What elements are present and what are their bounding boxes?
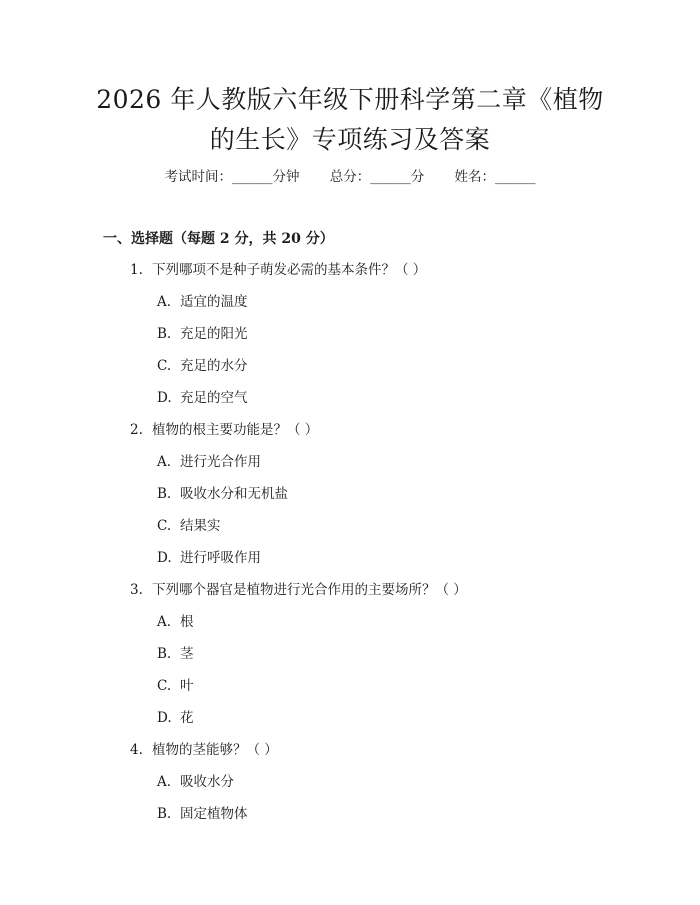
option-text: 进行呼吸作用 <box>180 550 261 566</box>
option-3c <box>157 676 194 696</box>
option-3b <box>157 644 194 664</box>
option-3a <box>157 612 194 632</box>
option-letter: B. <box>157 646 172 662</box>
question-3 <box>130 580 467 600</box>
option-letter: B. <box>157 806 172 822</box>
option-letter: D. <box>157 710 172 726</box>
option-letter: C. <box>157 358 172 374</box>
option-text: 结果实 <box>180 518 221 534</box>
option-text: 进行光合作用 <box>180 454 261 470</box>
option-text: 根 <box>180 614 194 630</box>
question-text: 下列哪个器官是植物进行光合作用的主要场所？（ ） <box>152 582 467 598</box>
option-text: 适宜的温度 <box>180 294 248 310</box>
option-3d <box>157 708 194 728</box>
section-heading: 一、选择题（每题 2 分，共 20 分） <box>103 231 334 247</box>
question-text: 下列哪项不是种子萌发必需的基本条件？（ ） <box>152 262 427 278</box>
option-text: 茎 <box>180 646 194 662</box>
title-line-1: 2026 年人教版六年级下册科学第二章《植物 <box>96 85 604 114</box>
question-text: 植物的根主要功能是？（ ） <box>152 422 319 438</box>
option-1b <box>157 324 248 344</box>
question-number: 3. <box>130 582 143 598</box>
option-1c <box>157 356 248 376</box>
option-text: 吸收水分 <box>180 774 234 790</box>
option-1d <box>157 388 248 408</box>
question-1 <box>130 260 426 280</box>
option-letter: B. <box>157 486 172 502</box>
option-letter: A. <box>157 294 172 310</box>
option-text: 花 <box>180 710 194 726</box>
question-2 <box>130 420 318 440</box>
question-text: 植物的茎能够？（ ） <box>152 742 278 758</box>
option-4b <box>157 804 248 824</box>
question-number: 4. <box>130 742 143 758</box>
question-number: 2. <box>130 422 143 438</box>
option-letter: B. <box>157 326 172 342</box>
option-letter: A. <box>157 454 172 470</box>
option-2d <box>157 548 261 568</box>
option-2c <box>157 516 221 536</box>
option-letter: A. <box>157 614 172 630</box>
option-letter: D. <box>157 390 172 406</box>
option-text: 固定植物体 <box>180 806 248 822</box>
option-text: 充足的空气 <box>180 390 248 406</box>
option-4a <box>157 772 234 792</box>
option-letter: C. <box>157 678 172 694</box>
option-text: 充足的阳光 <box>180 326 248 342</box>
option-text: 充足的水分 <box>180 358 248 374</box>
question-number: 1. <box>130 262 143 278</box>
student-name: 姓名：______ <box>454 169 536 185</box>
option-2a <box>157 452 261 472</box>
total-score: 总分：______分 <box>329 169 425 185</box>
option-text: 叶 <box>180 678 194 694</box>
exam-meta <box>0 167 700 187</box>
page-title <box>60 80 640 160</box>
title-line-2: 的生长》专项练习及答案 <box>209 125 491 154</box>
option-letter: A. <box>157 774 172 790</box>
option-letter: C. <box>157 518 172 534</box>
option-letter: D. <box>157 550 172 566</box>
exam-time: 考试时间：______分钟 <box>164 169 300 185</box>
question-4 <box>130 740 278 760</box>
option-1a <box>157 292 248 312</box>
option-2b <box>157 484 288 504</box>
option-text: 吸收水分和无机盐 <box>180 486 288 502</box>
